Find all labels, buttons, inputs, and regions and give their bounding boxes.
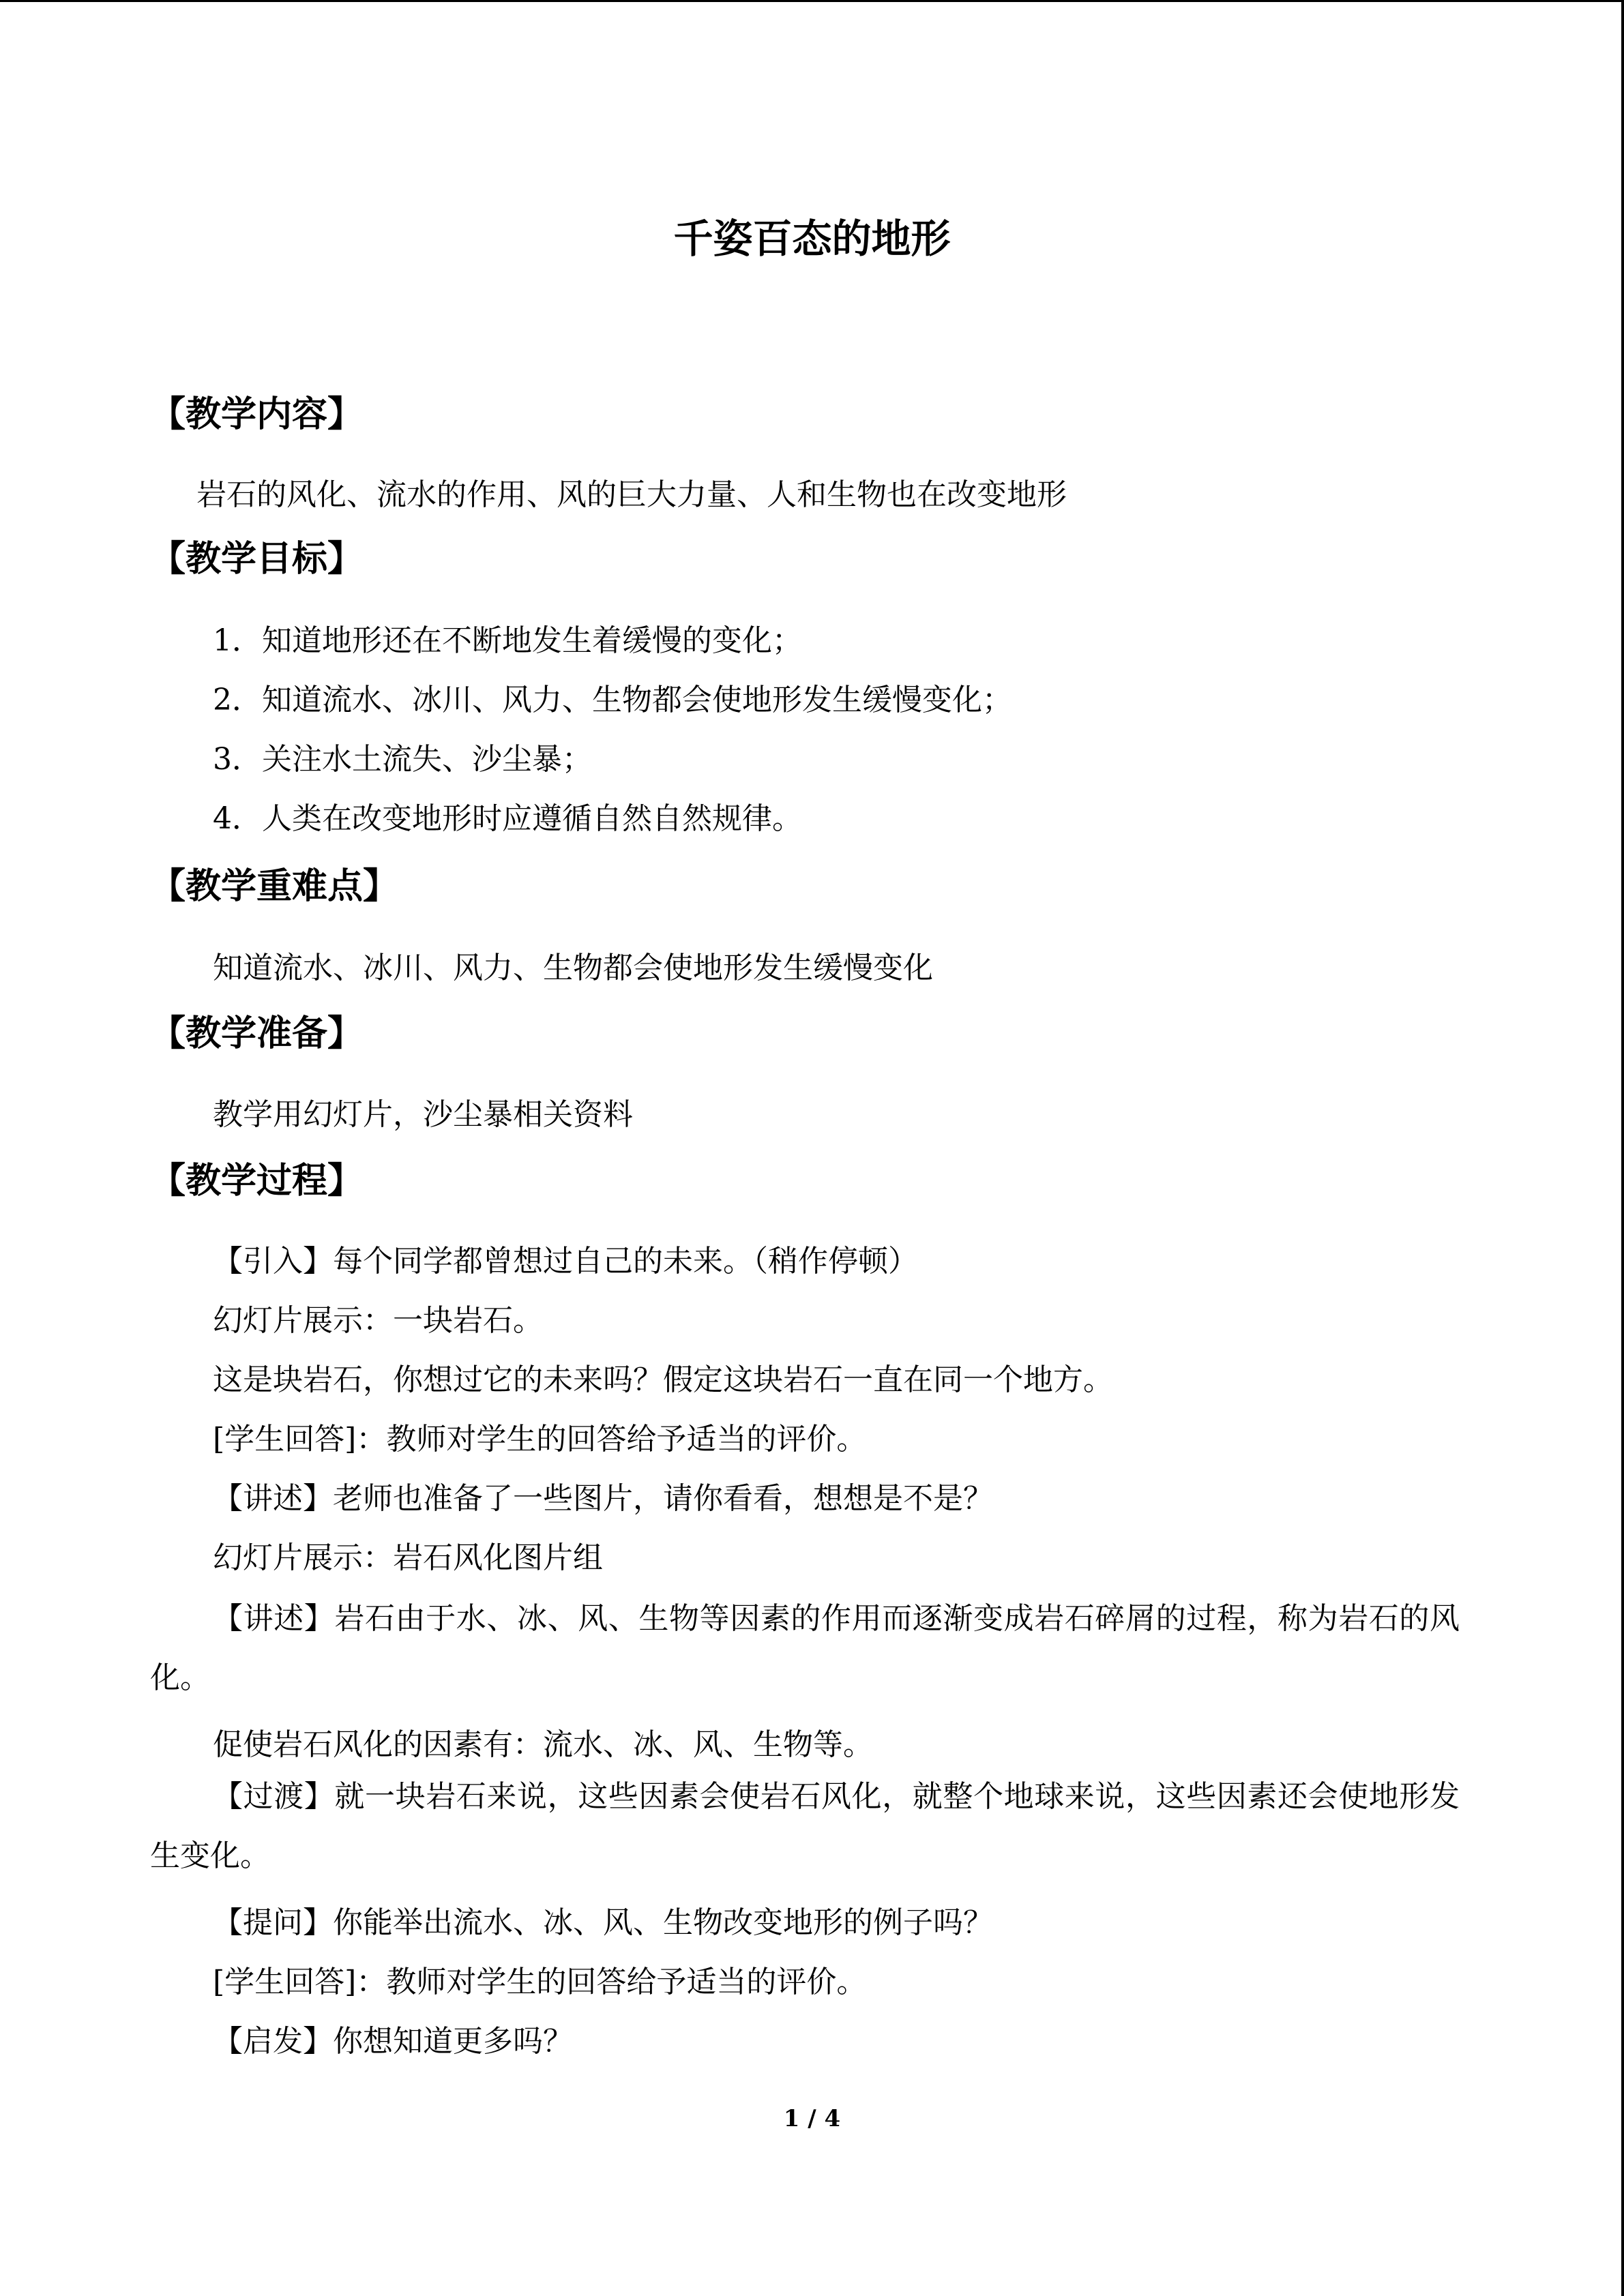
goal-item: 4．人类在改变地形时应遵循自然自然规律。 [213,801,802,836]
process-line: 幻灯片展示：一块岩石。 [213,1303,543,1338]
top-border-line [0,0,1624,2]
teaching-content-text: 岩石的风化、流水的作用、风的巨大力量、人和生物也在改变地形 [196,477,1067,512]
heading-preparation: 【教学准备】 [150,1013,364,1054]
preparation-text: 教学用幻灯片，沙尘暴相关资料 [213,1097,633,1132]
heading-teaching-content: 【教学内容】 [150,393,364,435]
process-line: 幻灯片展示：岩石风化图片组 [213,1540,603,1575]
process-line: [学生回答]：教师对学生的回答给予适当的评价。 [213,1965,867,1999]
process-line: 【引入】每个同学都曾想过自己的未来。（稍作停顿） [213,1244,918,1279]
process-line: 促使岩石风化的因素有：流水、冰、风、生物等。 [213,1727,873,1762]
key-points-text: 知道流水、冰川、风力、生物都会使地形发生缓慢变化 [213,951,933,985]
process-paragraph-transition: 【过渡】就一块岩石来说，这些因素会使岩石风化，就整个地球来说，这些因素还会使地形发生变化。 [150,1779,1460,1873]
heading-teaching-goals: 【教学目标】 [150,538,364,580]
heading-key-points: 【教学重难点】 [150,865,399,907]
process-line: 【讲述】老师也准备了一些图片，请你看看，想想是不是？ [213,1481,993,1516]
process-line: 【启发】你想知道更多吗？ [213,2024,573,2059]
right-border-line [1621,0,1624,2296]
heading-process: 【教学过程】 [150,1160,364,1202]
process-paragraph-weathering: 【讲述】岩石由于水、冰、风、生物等因素的作用而逐渐变成岩石碎屑的过程，称为岩石的风化。 [150,1601,1460,1695]
process-line: 【提问】你能举出流水、冰、风、生物改变地形的例子吗？ [213,1905,993,1940]
goal-item: 2．知道流水、冰川、风力、生物都会使地形发生缓慢变化； [213,683,1012,717]
document-title: 千姿百态的地形 [673,215,951,262]
process-line: 这是块岩石，你想过它的未来吗？假定这块岩石一直在同一个地方。 [213,1362,1113,1397]
page-number: 1 / 4 [783,2105,841,2132]
process-line: [学生回答]：教师对学生的回答给予适当的评价。 [213,1422,867,1457]
goal-item: 1．知道地形还在不断地发生着缓慢的变化； [213,623,802,658]
goal-item: 3．关注水土流失、沙尘暴； [213,742,592,777]
